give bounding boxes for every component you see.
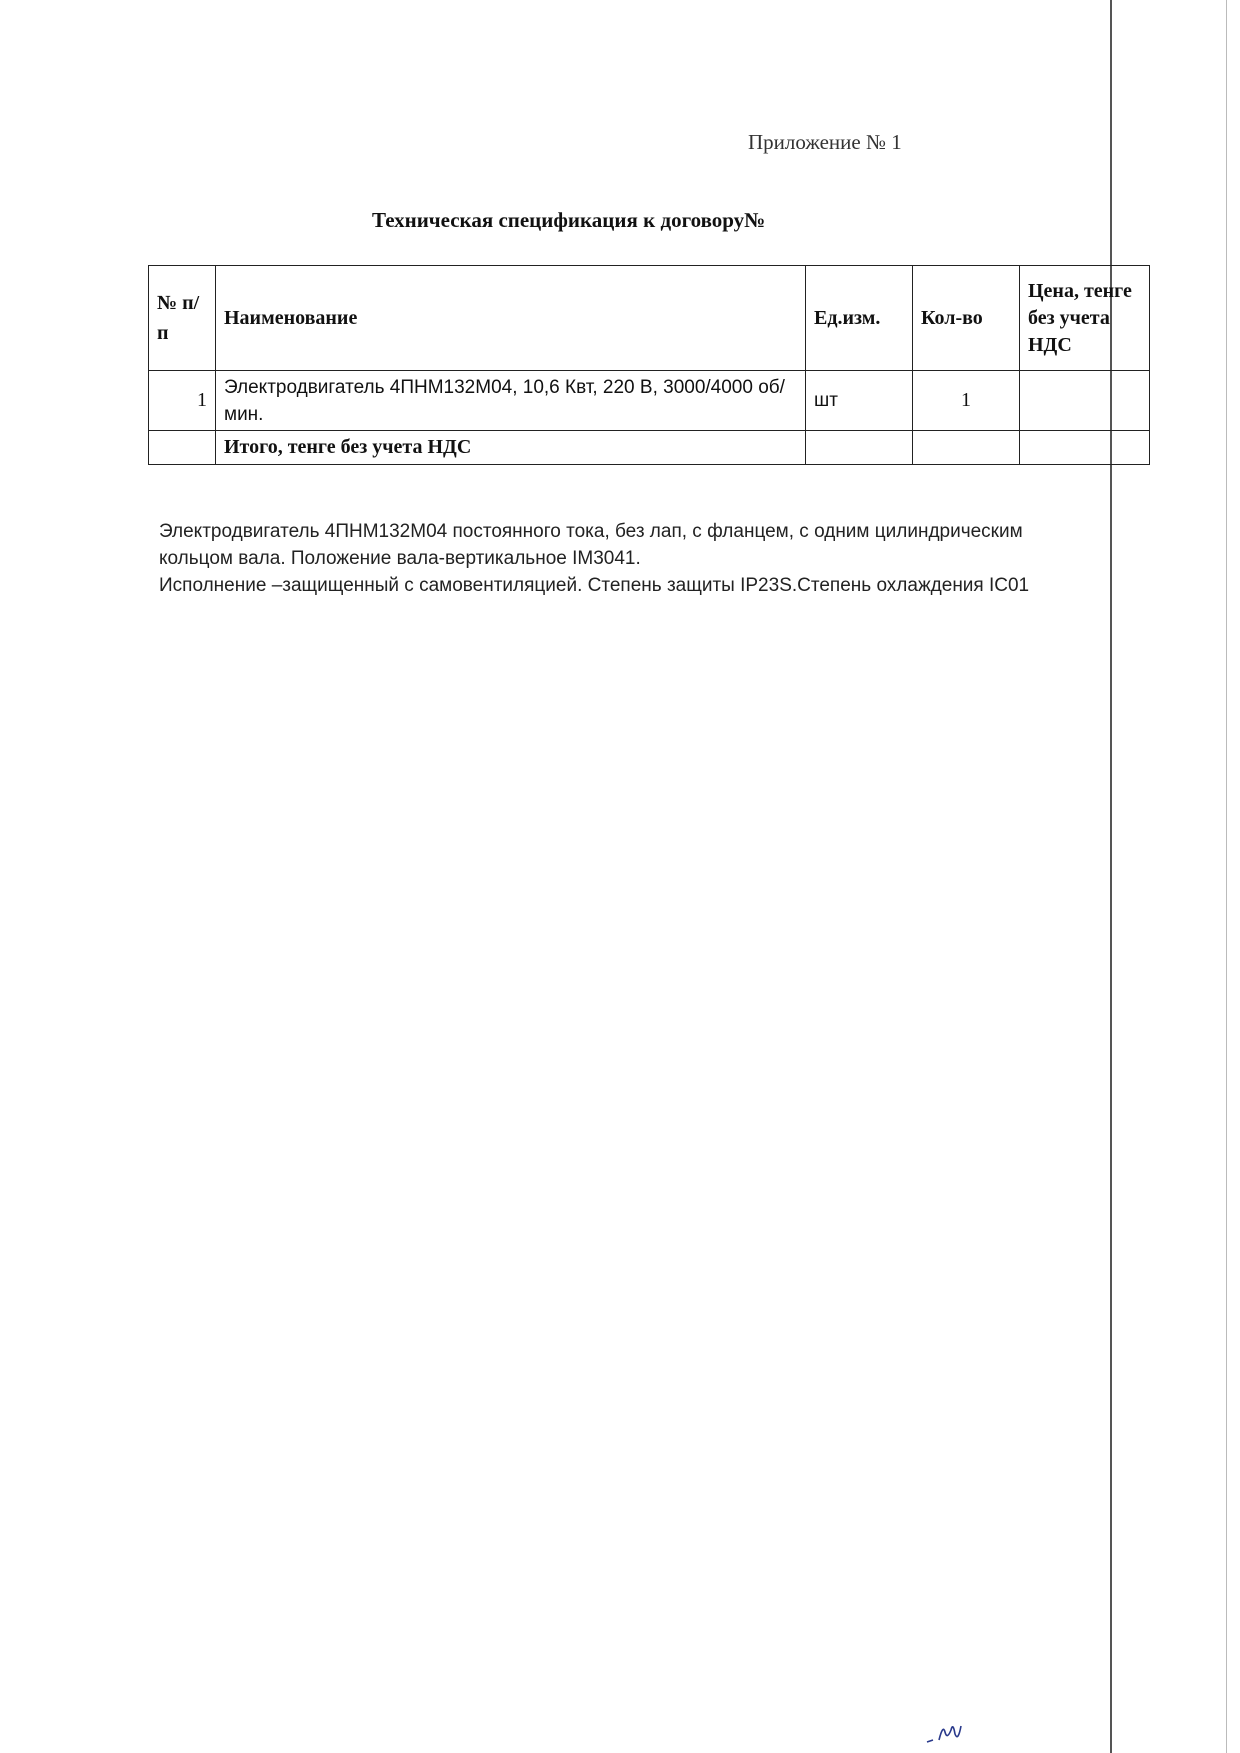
row-name: Электродвигатель 4ПНМ132М04, 10,6 Квт, 220 В, 3000/4000 об/мин. (216, 371, 806, 431)
column-header-unit: Ед.изм. (806, 266, 913, 371)
scan-edge-line (1110, 0, 1112, 1753)
row-unit: шт (806, 371, 913, 431)
total-label: Итого, тенге без учета НДС (216, 431, 806, 465)
column-header-quantity: Кол-во (913, 266, 1020, 371)
column-header-number: № п/п (149, 266, 216, 371)
row-price (1020, 371, 1150, 431)
appendix-label: Приложение № 1 (748, 130, 902, 154)
description-line-3: Исполнение –защищенный с самовентиляцией. Степень защиты IP23S.Степень охлаждения IC01 (159, 575, 1030, 596)
column-header-name: Наименование (216, 266, 806, 371)
row-number: 1 (149, 371, 216, 431)
total-unit-cell (806, 431, 913, 465)
document-title: Техническая спецификация к договору№ (372, 208, 766, 232)
column-header-price: Цена, тенге без учета НДС (1020, 266, 1150, 371)
description-block (159, 518, 1119, 599)
scan-edge-line-far (1226, 0, 1227, 1753)
table-row (149, 371, 1150, 431)
signature-mark (925, 1718, 975, 1748)
total-quantity-cell (913, 431, 1020, 465)
description-line-1: Электродвигатель 4ПНМ132М04 постоянного тока, без лап, с фланцем, с одним цилиндрическим (159, 521, 1023, 542)
total-price-cell (1020, 431, 1150, 465)
total-number-cell (149, 431, 216, 465)
description-line-2: кольцом вала. Положение вала-вертикальное IM3041. (159, 548, 641, 569)
table-header-row (149, 266, 1150, 371)
table-total-row (149, 431, 1150, 465)
row-quantity: 1 (913, 371, 1020, 431)
specification-table (148, 265, 1150, 465)
